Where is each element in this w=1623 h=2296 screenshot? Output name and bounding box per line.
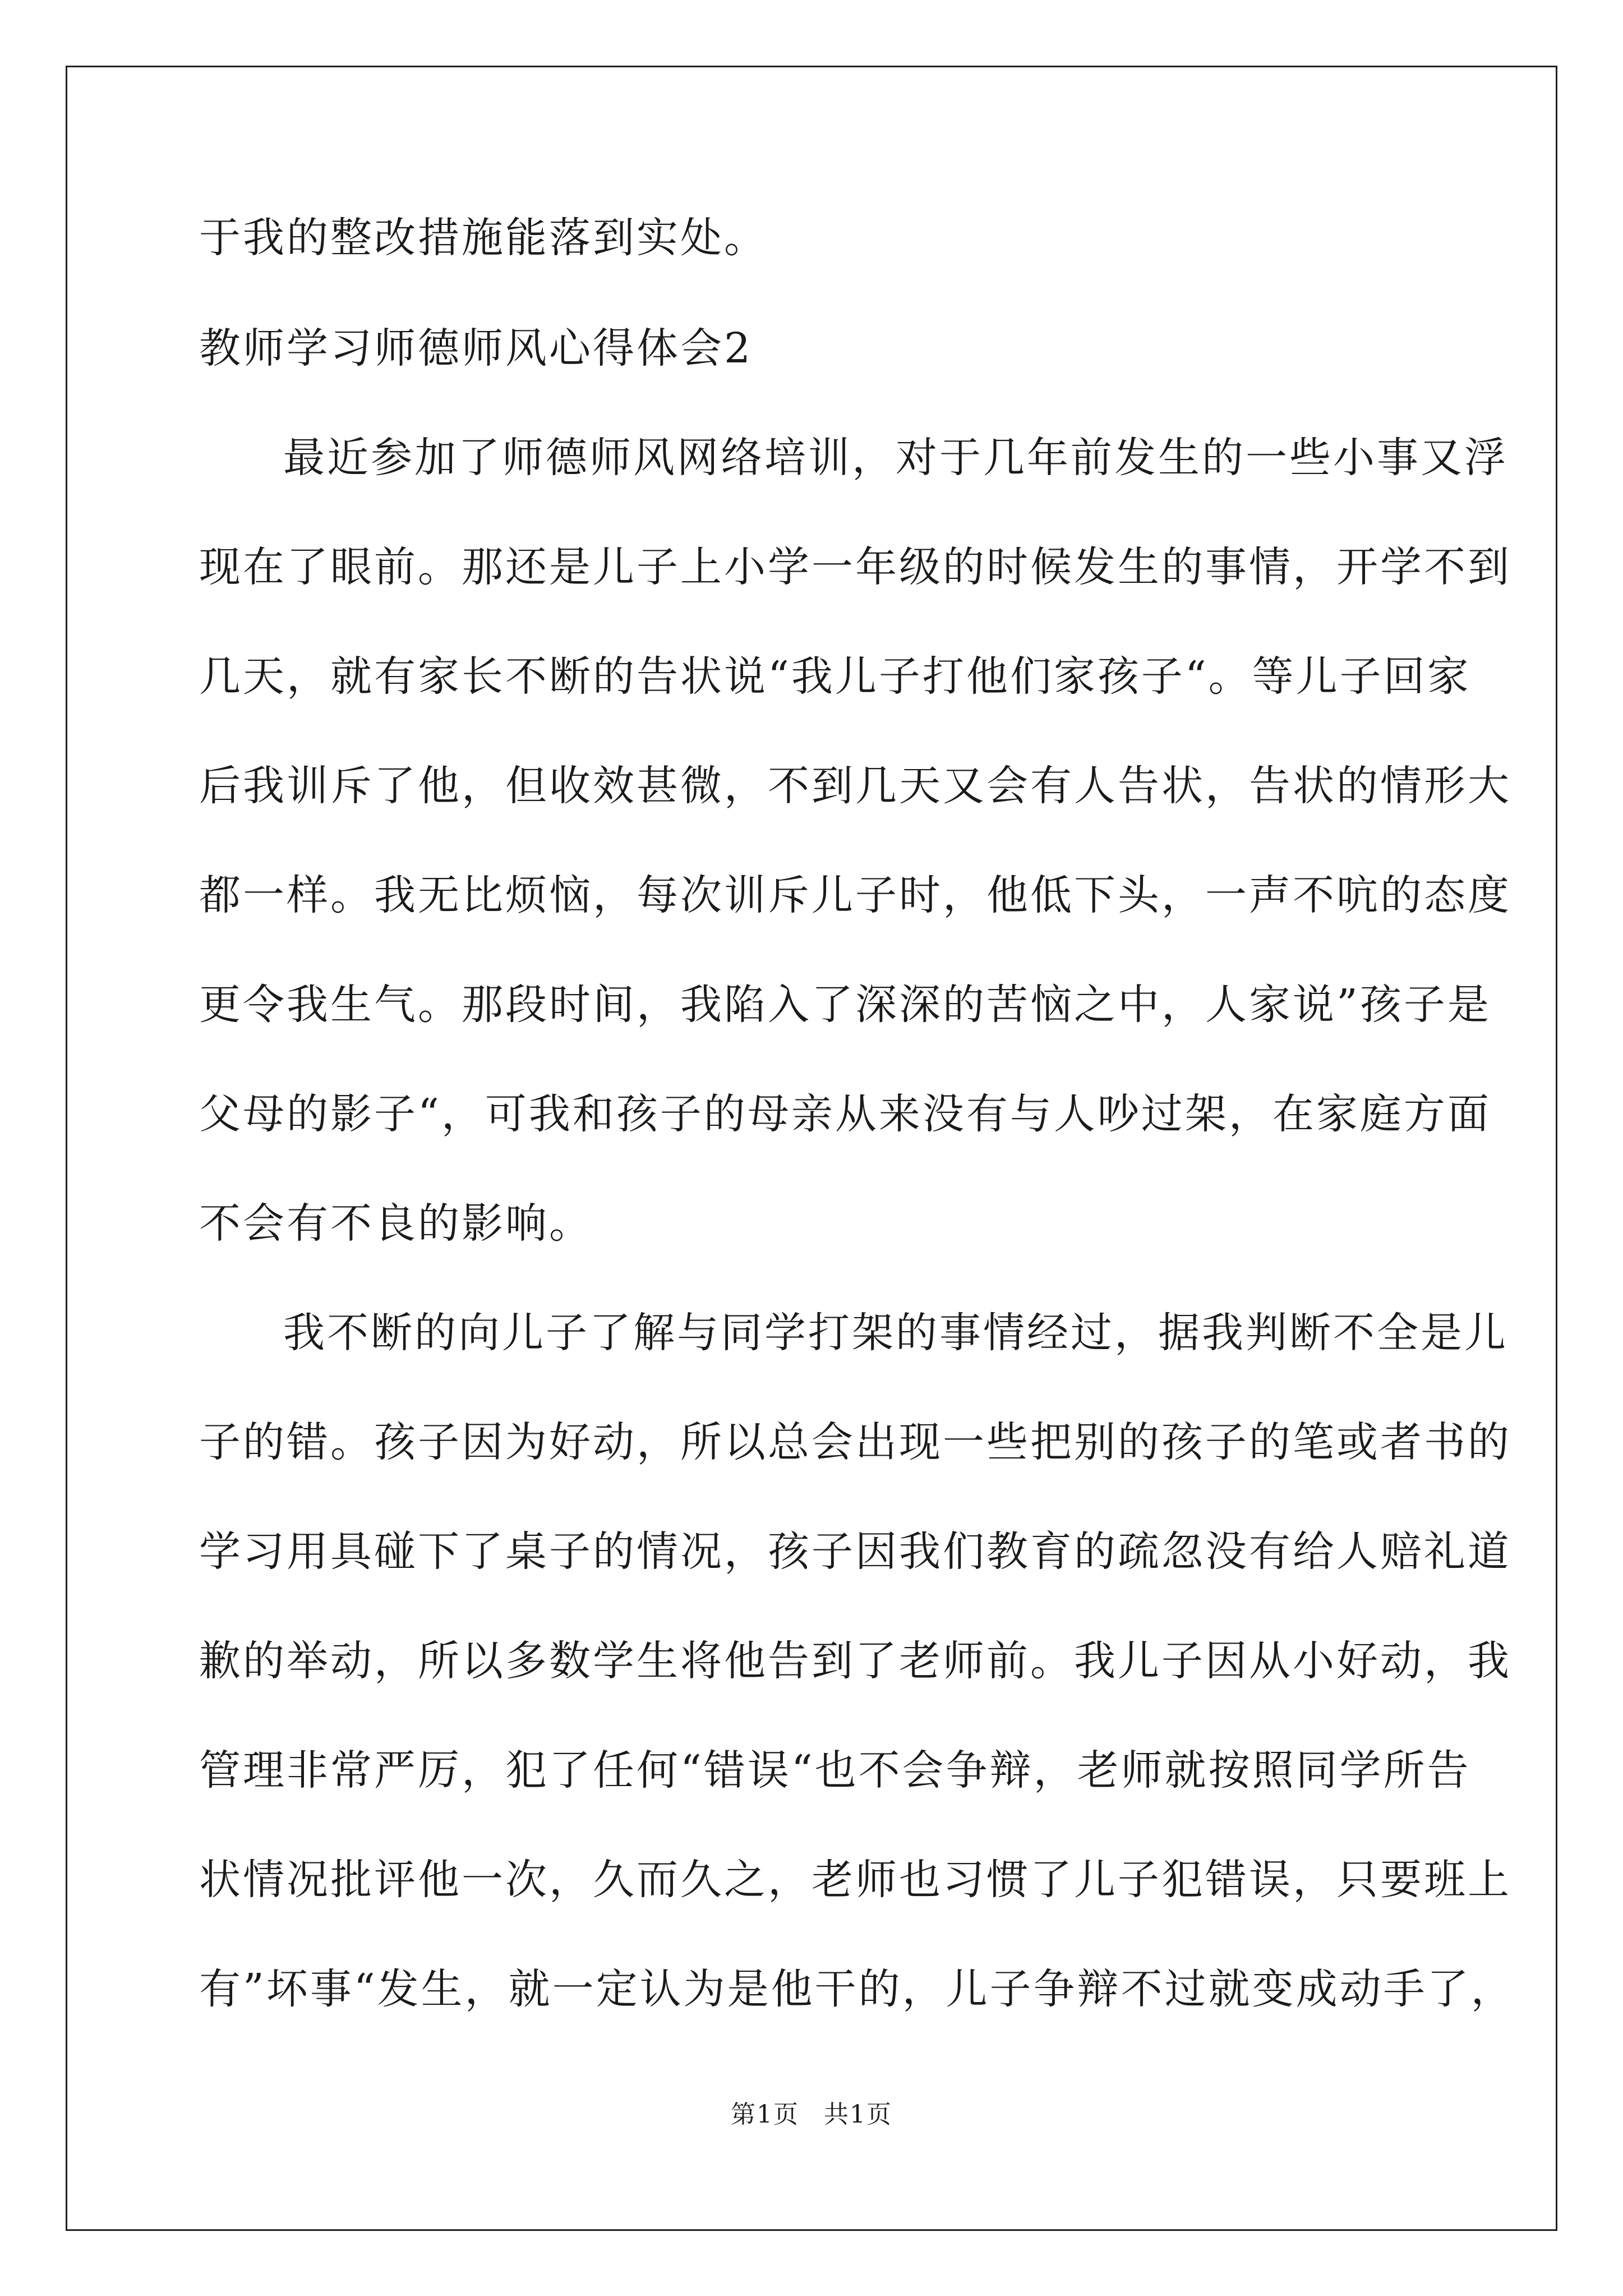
text-line: 歉的举动，所以多数学生将他告到了老师前。我儿子因从小好动，我: [199, 1637, 1511, 1685]
text-line: 状情况批评他一次，久而久之，老师也习惯了儿子犯错误，只要班上: [199, 1856, 1511, 1904]
text-line: 有”坏事“发生，就一定认为是他干的，儿子争辩不过就变成动手了，: [199, 1965, 1515, 2013]
text-line: 现在了眼前。那还是儿子上小学一年级的时候发生的事情，开学不到: [199, 543, 1511, 591]
text-line: 学习用具碰下了桌子的情况，孩子因我们教育的疏忽没有给人赔礼道: [199, 1527, 1511, 1576]
text-line: 子的错。孩子因为好动，所以总会出现一些把别的孩子的笔或者书的: [199, 1418, 1511, 1466]
text-line: 都一样。我无比烦恼，每次训斥儿子时，他低下头，一声不吭的态度: [199, 871, 1511, 919]
text-line: 管理非常严厉，犯了任何“错误“也不会争辩，老师就按照同学所告: [199, 1746, 1471, 1795]
page-footer: [0, 2098, 1623, 2132]
text-line: 父母的影子“，可我和孩子的母亲从来没有与人吵过架，在家庭方面: [199, 1090, 1491, 1138]
section-heading: 教师学习师德师风心得体会2: [199, 324, 753, 372]
text-line: 我不断的向儿子了解与同学打架的事情经过，据我判断不全是儿: [283, 1309, 1508, 1357]
text-line: 后我训斥了他，但收效甚微，不到几天又会有人告状，告状的情形大: [199, 762, 1511, 810]
text-line: 最近参加了师德师风网络培训，对于几年前发生的一些小事又浮: [283, 434, 1508, 482]
page-total: 共1页: [824, 2100, 892, 2129]
text-line: 于我的整改措施能落到实处。: [199, 214, 768, 262]
text-line: 更令我生气。那段时间，我陷入了深深的苦恼之中，人家说”孩子是: [199, 981, 1491, 1029]
text-line: 几天，就有家长不断的告状说“我儿子打他们家孩子“。等儿子回家: [199, 652, 1471, 701]
page-number: 第1页: [731, 2100, 799, 2129]
text-line: 不会有不良的影响。: [199, 1199, 593, 1248]
